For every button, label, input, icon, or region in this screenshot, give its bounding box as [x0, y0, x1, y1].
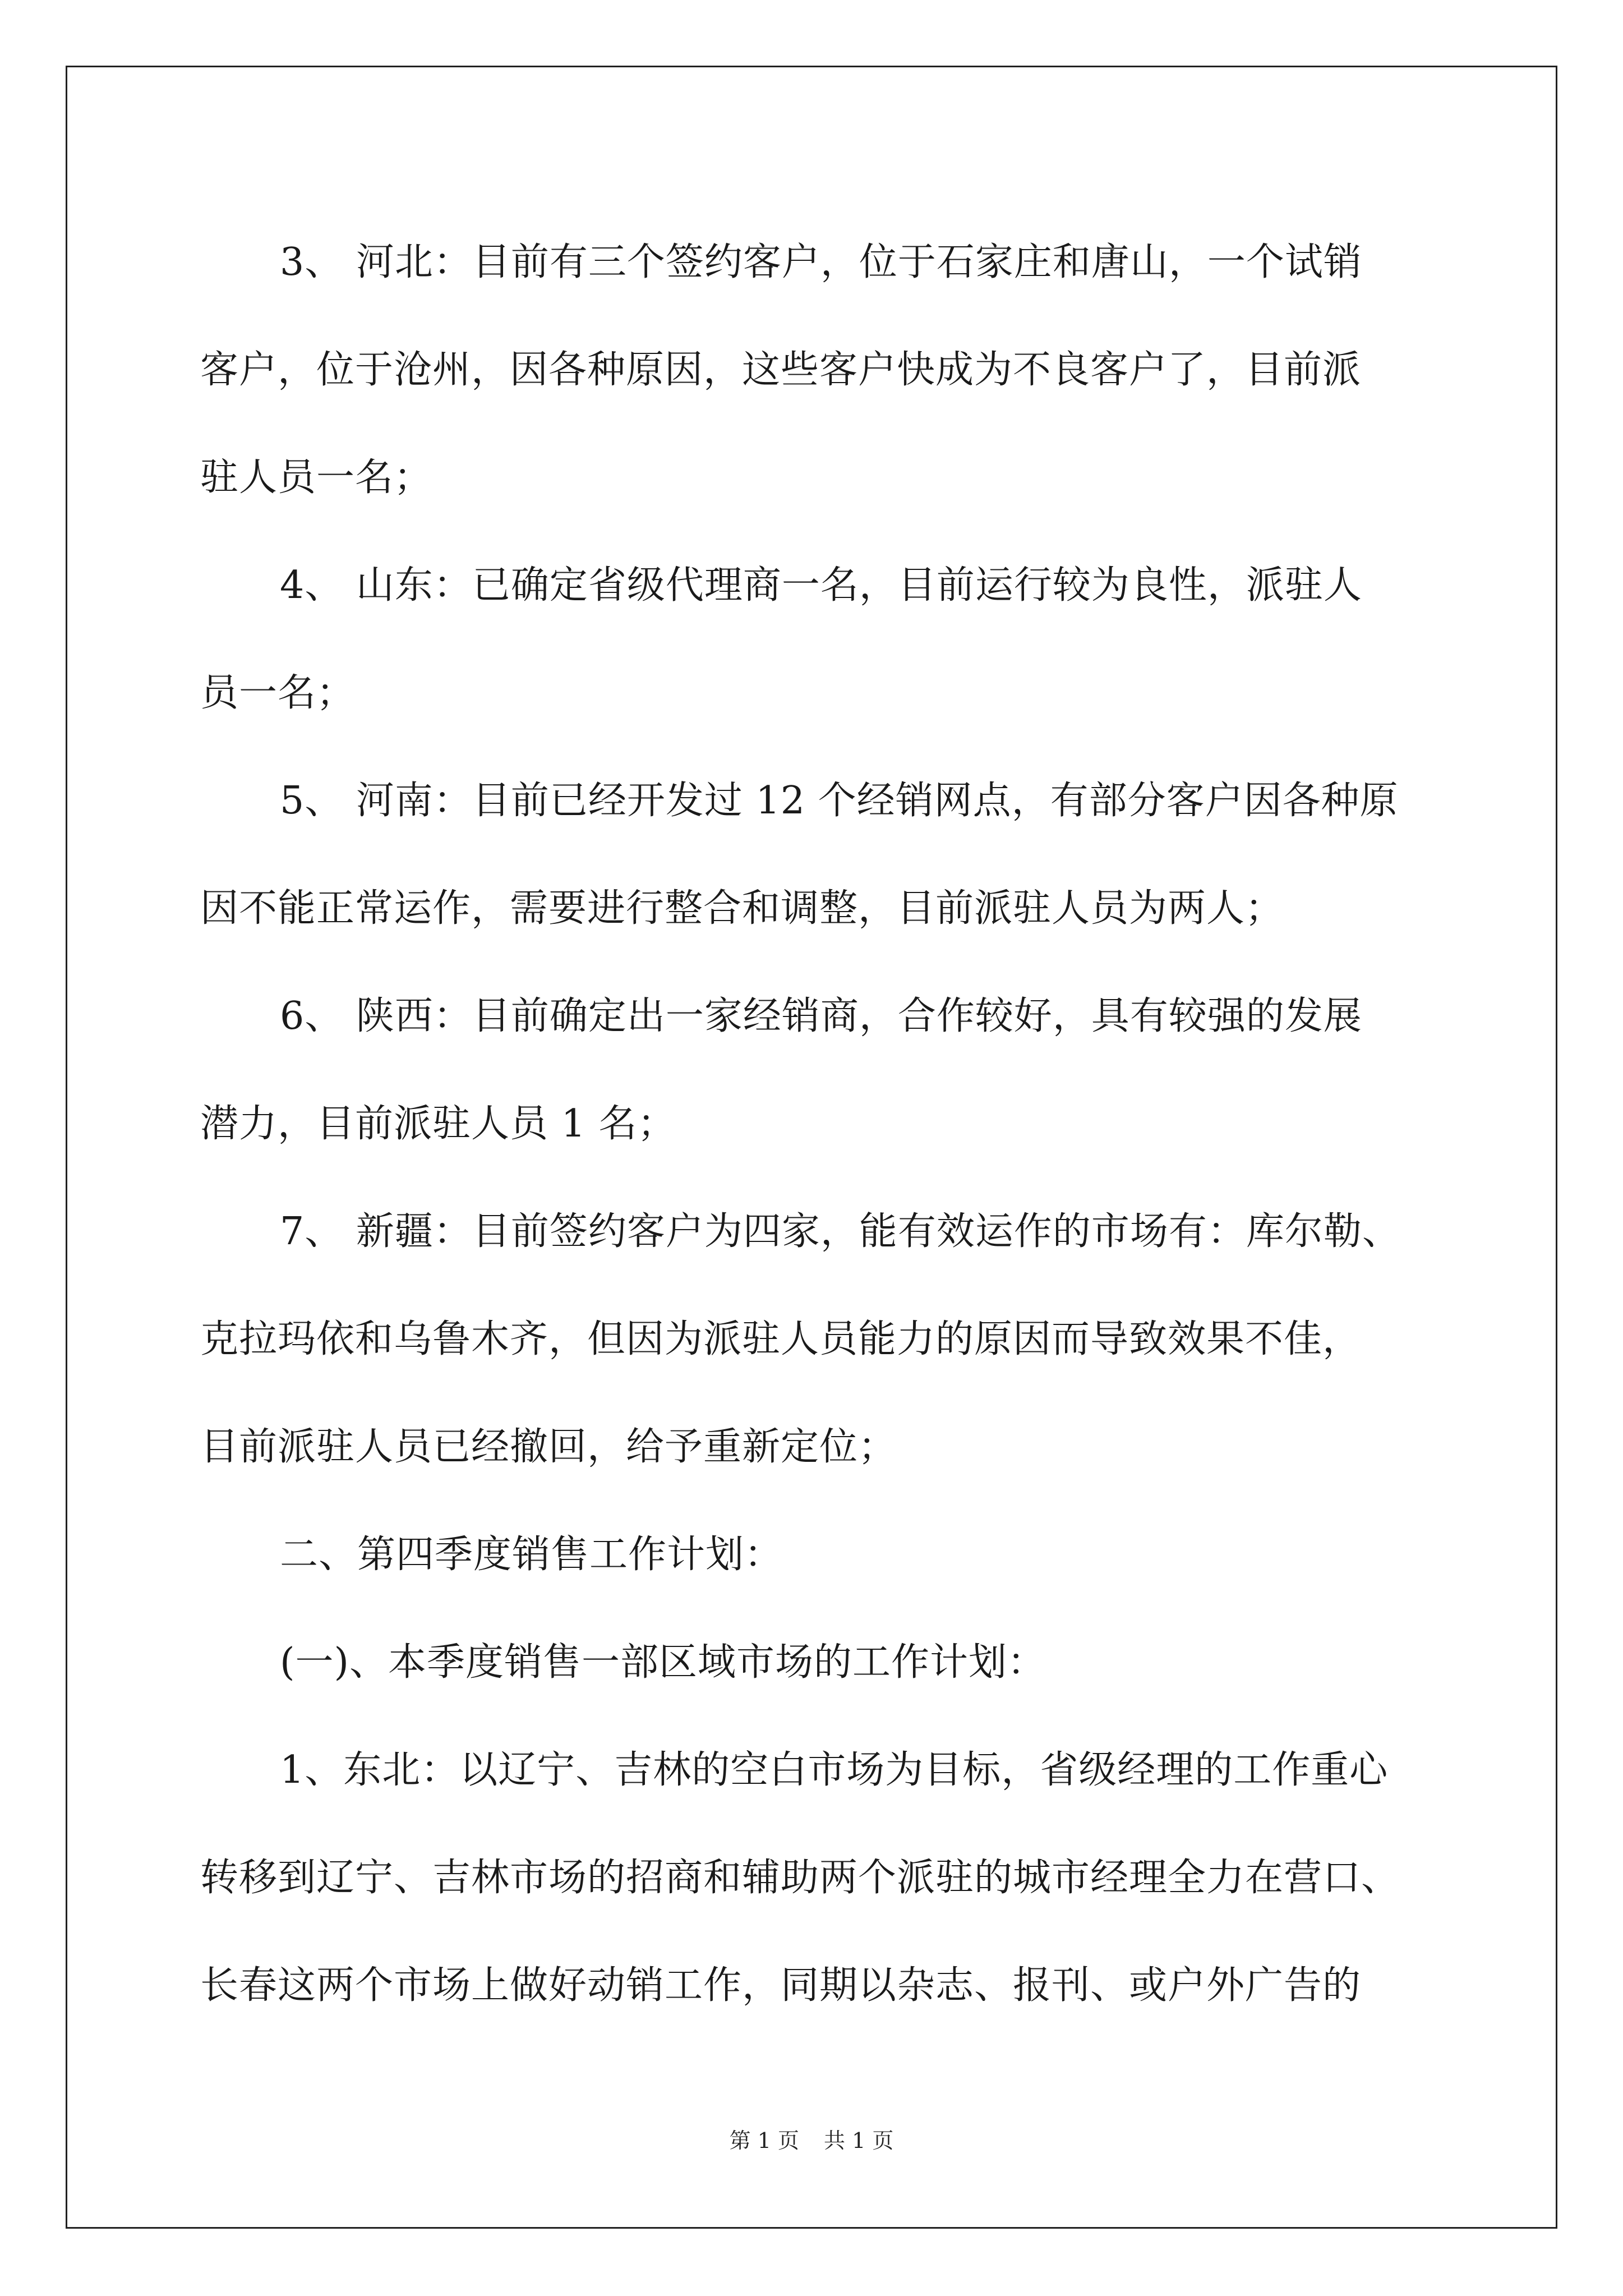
text-line: 3、 河北：目前有三个签约客户，位于石家庄和唐山，一个试销 [280, 240, 1362, 284]
text-line: 客户，位于沧州，因各种原因，这些客户快成为不良客户了，目前派 [200, 348, 1362, 392]
page-number: 第 1 页 [729, 2128, 799, 2153]
text-line: 5、 河南：目前已经开发过 12 个经销网点，有部分客户因各种原 [280, 779, 1399, 823]
text-line: 因不能正常运作，需要进行整合和调整，目前派驻人员为两人； [200, 886, 1284, 931]
document-body [200, 209, 1434, 2040]
text-line: 7、 新疆：目前签约客户为四家，能有效运作的市场有：库尔勒、 [280, 1209, 1401, 1254]
text-line: 长春这两个市场上做好动销工作，同期以杂志、报刊、或户外广告的 [200, 1963, 1362, 2008]
text-line: 4、 山东：已确定省级代理商一名，目前运行较为良性，派驻人 [280, 563, 1362, 608]
page-total: 共 1 页 [824, 2128, 894, 2153]
text-line: 员一名； [200, 671, 356, 715]
text-line: 6、 陕西：目前确定出一家经销商，合作较好，具有较强的发展 [280, 994, 1362, 1038]
text-line: 目前派驻人员已经撤回，给予重新定位； [200, 1425, 897, 1469]
text-line: 转移到辽宁、吉林市场的招商和辅助两个派驻的城市经理全力在营口、 [200, 1856, 1400, 1900]
text-line: 潜力，目前派驻人员 1 名； [200, 1102, 676, 1146]
page-footer [0, 2123, 1623, 2154]
section-heading: 二、第四季度销售工作计划： [280, 1533, 783, 1577]
text-line: 1、东北：以辽宁、吉林的空白市场为目标，省级经理的工作重心 [280, 1748, 1389, 1792]
text-line: 驻人员一名； [200, 455, 433, 500]
text-line: 克拉玛依和乌鲁木齐，但因为派驻人员能力的原因而导致效果不佳， [200, 1317, 1362, 1361]
subsection-heading: (一)、本季度销售一部区域市场的工作计划： [280, 1640, 1046, 1685]
